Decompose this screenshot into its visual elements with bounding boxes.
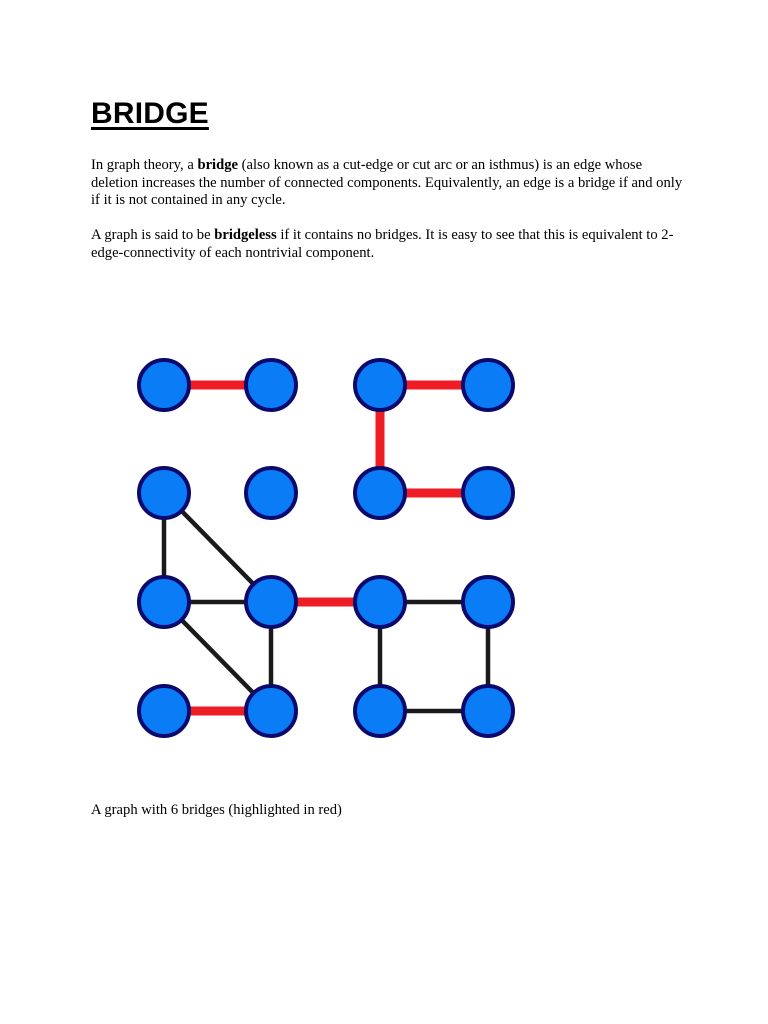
page-title: BRIDGE <box>91 97 209 130</box>
paragraph-definition <box>91 157 691 210</box>
graph-node-r2-c3 <box>463 577 513 627</box>
graph-node-r2-c2 <box>355 577 405 627</box>
graph-node-r1-c0 <box>139 468 189 518</box>
graph-node-r3-c2 <box>355 686 405 736</box>
graph-node-r0-c1 <box>246 360 296 410</box>
graph-node-r0-c2 <box>355 360 405 410</box>
paragraph-definition-text-start: In graph theory, a <box>91 157 198 173</box>
graph-node-r3-c1 <box>246 686 296 736</box>
paragraph-bridgeless-text-end: if it contains no bridges. It is easy to see that this is equivalent to 2-edge-connectivity of each nontrivial component. <box>91 227 674 261</box>
graph-node-r3-c3 <box>463 686 513 736</box>
figure-caption: A graph with 6 bridges (highlighted in red) <box>91 802 342 818</box>
graph-node-r2-c1 <box>246 577 296 627</box>
graph-node-r3-c0 <box>139 686 189 736</box>
paragraph-bridgeless-text-start: A graph is said to be <box>91 227 215 243</box>
term-bridgeless: bridgeless <box>214 227 277 243</box>
paragraph-definition-text-end: (also known as a cut-edge or cut arc or an isthmus) is an edge whose deletion increases the number of connected components. Equivalently, an edge is a bridge if and only if it is not contained in any cycle. <box>91 157 683 208</box>
graph-node-r1-c3 <box>463 468 513 518</box>
graph-nodes <box>139 360 513 736</box>
graph-node-r0-c0 <box>139 360 189 410</box>
term-bridge: bridge <box>197 157 238 173</box>
graph-node-r1-c1 <box>246 468 296 518</box>
graph-node-r0-c3 <box>463 360 513 410</box>
graph-node-r2-c0 <box>139 577 189 627</box>
graph-node-r1-c2 <box>355 468 405 518</box>
paragraph-bridgeless <box>91 227 691 262</box>
graph-edges <box>164 385 488 711</box>
